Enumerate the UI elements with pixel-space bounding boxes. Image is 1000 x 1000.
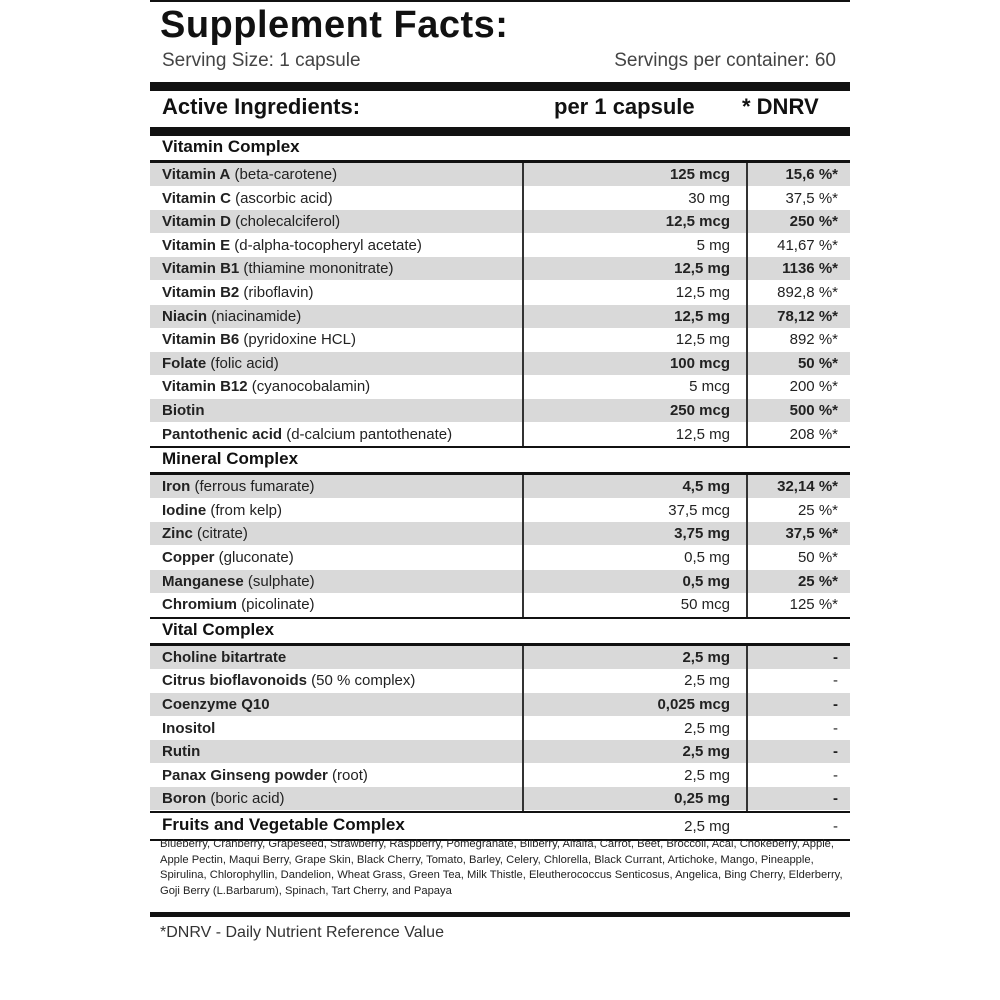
table-row	[150, 717, 850, 740]
ingredient-name	[162, 549, 294, 566]
ingredient-dnrv: -	[833, 672, 838, 690]
ingredient-name-bold: Choline bitartrate	[162, 648, 287, 666]
thick-rule-top	[150, 82, 850, 91]
ingredient-name	[162, 525, 248, 542]
vital-complex-column-divider	[746, 646, 748, 811]
table-row	[150, 570, 850, 593]
ingredient-amount: 4,5 mg	[682, 478, 730, 496]
ingredient-dnrv: 25 %*	[797, 501, 838, 519]
ingredient-dnrv: 37,5 %*	[785, 189, 838, 207]
vitamin-complex-column-divider	[522, 163, 524, 446]
ingredient-amount: 0,5 mg	[682, 572, 730, 590]
ingredient-name-bold: Copper	[162, 549, 215, 566]
ingredient-name	[162, 790, 285, 807]
ingredient-name-bold: Coenzyme Q10	[162, 696, 270, 713]
serving-info	[162, 50, 836, 76]
fruits-vegetable-amount: 2,5 mg	[684, 818, 730, 835]
ingredient-dnrv: 892,8 %*	[777, 284, 838, 301]
table-row	[150, 163, 850, 186]
ingredient-dnrv: -	[833, 719, 838, 737]
table-row	[150, 210, 850, 233]
ingredient-dnrv: 892 %*	[789, 331, 838, 349]
ingredient-dnrv: 50 %*	[797, 549, 838, 566]
ingredient-name	[162, 190, 333, 207]
ingredient-amount: 0,025 mcg	[657, 696, 730, 713]
supplement-facts-panel	[150, 0, 850, 1000]
ingredient-amount: 30 mg	[688, 189, 730, 207]
ingredient-name-bold: Vitamin B2	[162, 284, 240, 301]
table-row	[150, 764, 850, 787]
ingredient-name	[162, 649, 286, 666]
ingredient-source: (d-alpha-tocopheryl acetate)	[230, 236, 422, 254]
ingredient-amount: 2,5 mg	[684, 719, 730, 737]
ingredient-source: (niacinamide)	[207, 307, 302, 325]
table-row	[150, 787, 850, 810]
ingredient-amount: 2,5 mg	[682, 648, 730, 666]
header-per-capsule: per 1 capsule	[554, 94, 695, 119]
table-row	[150, 475, 850, 498]
ingredient-amount: 12,5 mg	[674, 260, 730, 278]
ingredient-dnrv: 125 %*	[789, 596, 838, 614]
dnrv-footnote: *DNRV - Daily Nutrient Reference Value	[160, 924, 444, 941]
ingredient-name	[162, 720, 215, 737]
vital-end-rule	[150, 811, 850, 813]
ingredient-amount: 5 mg	[696, 236, 730, 254]
ingredient-source: (ferrous fumarate)	[190, 478, 315, 496]
ingredient-name	[162, 355, 279, 372]
mineral-complex-title-text: Mineral Complex	[162, 449, 299, 469]
ingredient-name	[162, 260, 393, 277]
table-row	[150, 328, 850, 351]
ingredient-source: (root)	[327, 766, 368, 784]
ingredient-source: (folic acid)	[206, 354, 279, 372]
ingredient-name-bold: Vitamin E	[162, 236, 231, 254]
ingredient-amount: 125 mcg	[669, 166, 730, 183]
ingredient-source: (citrate)	[192, 525, 248, 543]
table-row	[150, 281, 850, 304]
vital-complex-section-title	[150, 619, 850, 643]
fruits-vegetable-dnrv: -	[833, 818, 838, 835]
ingredient-name-bold: Vitamin B6	[162, 331, 240, 349]
vitamin-complex-section-title	[150, 136, 850, 160]
table-row	[150, 593, 850, 616]
ingredient-name	[162, 166, 337, 183]
mineral-complex-section-title	[150, 448, 850, 472]
table-row	[150, 740, 850, 763]
thick-rule-bottom	[150, 912, 850, 917]
table-row	[150, 257, 850, 280]
ingredient-source: (d-calcium pantothenate)	[282, 425, 453, 443]
ingredient-dnrv: -	[833, 648, 838, 666]
ingredient-name	[162, 402, 205, 419]
mineral-complex-column-divider	[522, 475, 524, 617]
ingredient-dnrv: -	[833, 790, 838, 808]
ingredient-amount: 12,5 mg	[675, 284, 730, 301]
ingredient-dnrv: -	[833, 743, 838, 761]
ingredient-source: (picolinate)	[237, 596, 315, 614]
ingredient-name-bold: Vitamin B1	[162, 260, 240, 278]
ingredient-dnrv: 78,12 %*	[777, 307, 838, 325]
header-active-ingredients: Active Ingredients:	[162, 94, 361, 119]
ingredient-source: (cyanocobalamin)	[247, 378, 371, 396]
ingredient-name	[162, 378, 370, 395]
ingredient-amount: 0,5 mg	[684, 549, 730, 566]
ingredient-dnrv: -	[833, 696, 838, 713]
ingredient-amount: 250 mcg	[669, 402, 730, 419]
table-row	[150, 646, 850, 669]
ingredient-dnrv: 50 %*	[797, 354, 838, 372]
ingredient-source: (riboflavin)	[239, 284, 314, 301]
ingredient-name-bold: Boron	[162, 790, 207, 808]
ingredient-name	[162, 308, 301, 325]
fruits-vegetable-section-title	[150, 814, 850, 838]
table-row	[150, 423, 850, 446]
ingredient-name-bold: Manganese	[162, 572, 244, 590]
ingredient-name	[162, 331, 356, 348]
ingredient-name	[162, 696, 270, 713]
vital-complex-column-divider	[522, 646, 524, 811]
ingredient-amount: 37,5 mcg	[668, 501, 730, 519]
ingredient-amount: 12,5 mg	[675, 331, 730, 349]
ingredient-amount: 12,5 mg	[675, 425, 730, 443]
ingredient-name	[162, 672, 415, 689]
ingredient-source: (gluconate)	[214, 549, 294, 566]
fruits-vegetable-list: Blueberry, Cranberry, Grapeseed, Strawberry, Raspberry, Pomegranate, Bilberry, Alfalfa, Carrot, Beet, Broccoli, Acai, Chokeberry, Apple, Apple Pectin, Maqui Berry, Grape Skin, Black Cherry, Tomato, Barley, Celery, Chlorella, Black Currant, Artichoke, Mango, Pineapple, Spirulina, Chlorophyllin, Dandelion, Wheat Grass, Green Tea, Milk Thistle, Eleutherococcus Senticosus, Angelica, Bing Cherry, Elderberry, Goji Berry (L.Barbarum), Spinach, Tart Cherry, and Papaya	[160, 838, 843, 897]
ingredient-source: (pyridoxine HCL)	[239, 331, 356, 349]
ingredient-name	[162, 596, 315, 613]
ingredient-source: (cholecalciferol)	[230, 213, 341, 231]
ingredient-source: (thiamine mononitrate)	[239, 260, 394, 278]
header-dnrv: * DNRV	[742, 94, 819, 119]
ingredient-name-bold: Vitamin D	[162, 213, 231, 231]
ingredient-dnrv: 200 %*	[789, 378, 838, 396]
table-row	[150, 546, 850, 569]
vital-complex-title-text: Vital Complex	[162, 619, 275, 639]
table-row	[150, 187, 850, 210]
ingredient-dnrv: 208 %*	[789, 425, 838, 443]
ingredient-source: (50 % complex)	[307, 672, 416, 690]
ingredient-amount: 50 mcg	[680, 596, 730, 614]
ingredient-amount: 2,5 mg	[684, 672, 730, 690]
ingredient-amount: 2,5 mg	[682, 743, 730, 761]
vitamin-complex-title-text: Vitamin Complex	[162, 137, 300, 156]
serving-size: Serving Size: 1 capsule	[162, 50, 361, 71]
table-row	[150, 399, 850, 422]
ingredient-name-bold: Panax Ginseng powder	[162, 766, 328, 784]
ingredient-dnrv: 1136 %*	[782, 260, 838, 278]
top-border	[150, 0, 850, 2]
ingredient-amount: 3,75 mg	[674, 525, 730, 543]
ingredient-dnrv: 25 %*	[797, 572, 838, 590]
ingredient-name	[162, 213, 340, 230]
ingredient-name	[162, 767, 368, 784]
ingredient-name-bold: Iron	[162, 478, 191, 496]
ingredient-name-bold: Chromium	[162, 596, 237, 614]
ingredient-dnrv: 32,14 %*	[777, 478, 838, 496]
ingredient-name	[162, 284, 313, 301]
table-row	[150, 234, 850, 257]
ingredient-name	[162, 478, 315, 495]
ingredient-name-bold: Rutin	[162, 743, 201, 761]
table-row	[150, 669, 850, 692]
fruits-vegetable-title-text: Fruits and Vegetable Complex	[162, 815, 405, 834]
ingredient-dnrv: 500 %*	[789, 402, 838, 419]
ingredient-amount: 12,5 mg	[674, 307, 730, 325]
thick-rule-header	[150, 127, 850, 134]
table-row	[150, 499, 850, 522]
table-row	[150, 375, 850, 398]
ingredient-name	[162, 237, 422, 254]
table-row	[150, 352, 850, 375]
ingredient-dnrv: 37,5 %*	[785, 525, 838, 543]
ingredient-name-bold: Iodine	[162, 501, 207, 519]
vitamin-complex-column-divider	[746, 163, 748, 446]
ingredient-source: (from kelp)	[206, 501, 283, 519]
ingredient-source: (ascorbic acid)	[230, 189, 333, 207]
ingredient-dnrv: 41,67 %*	[777, 236, 838, 254]
ingredient-amount: 12,5 mcg	[665, 213, 730, 231]
ingredient-name	[162, 743, 200, 760]
ingredient-dnrv: -	[833, 766, 838, 784]
ingredient-dnrv: 15,6 %*	[785, 166, 838, 183]
ingredient-source: (boric acid)	[206, 790, 285, 808]
ingredient-name-bold: Inositol	[162, 719, 216, 737]
ingredient-name	[162, 502, 282, 519]
ingredient-source: (sulphate)	[243, 572, 315, 590]
ingredient-name-bold: Vitamin C	[162, 189, 231, 207]
ingredient-amount: 0,25 mg	[674, 790, 730, 808]
ingredient-name-bold: Biotin	[162, 402, 205, 419]
ingredient-name-bold: Vitamin A	[162, 166, 231, 183]
ingredient-name-bold: Citrus bioflavonoids	[162, 672, 308, 690]
ingredient-name-bold: Pantothenic acid	[162, 425, 283, 443]
ingredient-name	[162, 426, 452, 443]
ingredient-source: (beta-carotene)	[230, 166, 338, 183]
servings-per-container: Servings per container: 60	[614, 50, 836, 71]
ingredient-amount: 2,5 mg	[684, 766, 730, 784]
ingredient-amount: 100 mcg	[669, 354, 730, 372]
ingredient-name	[162, 573, 315, 590]
mineral-complex-column-divider	[746, 475, 748, 617]
column-header	[150, 92, 850, 126]
ingredient-name-bold: Zinc	[162, 525, 193, 543]
ingredient-name-bold: Folate	[162, 354, 207, 372]
table-row	[150, 522, 850, 545]
table-row	[150, 305, 850, 328]
table-row	[150, 693, 850, 716]
panel-title: Supplement Facts:	[160, 4, 509, 46]
ingredient-name-bold: Niacin	[162, 307, 208, 325]
ingredient-name-bold: Vitamin B12	[162, 378, 248, 396]
ingredient-amount: 5 mcg	[689, 378, 730, 396]
ingredient-dnrv: 250 %*	[789, 213, 838, 231]
